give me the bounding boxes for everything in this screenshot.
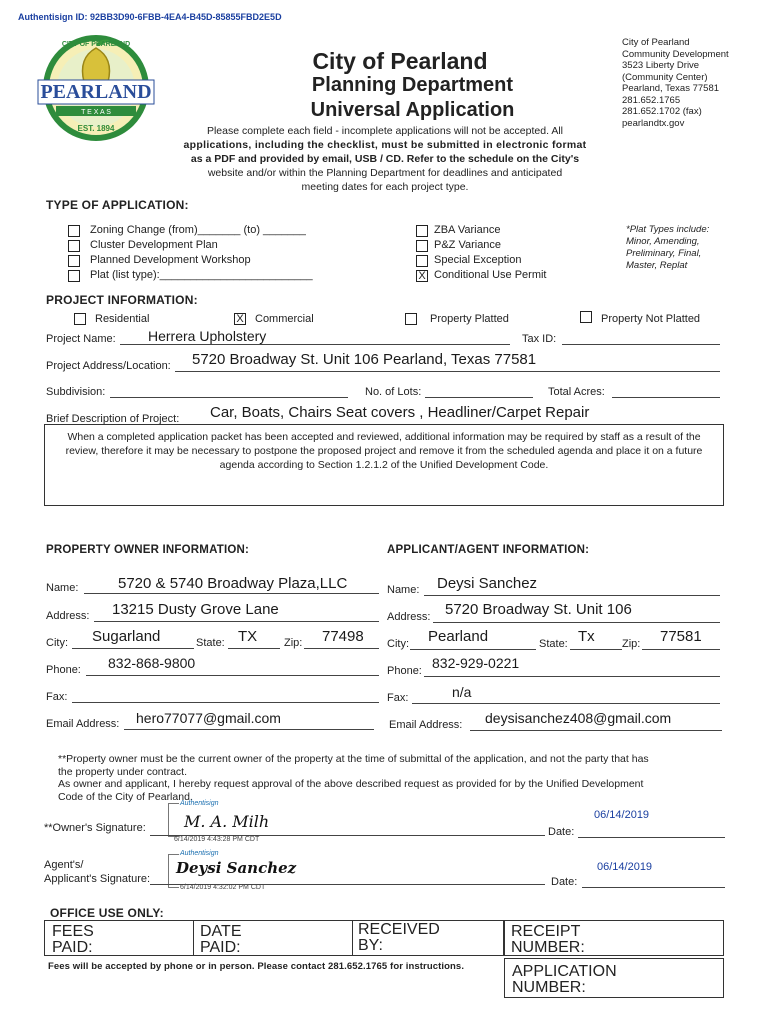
owner-phone-label: Phone:	[46, 664, 81, 676]
owner-phone-field[interactable]: 832-868-9800	[108, 655, 196, 671]
special-exception-checkbox[interactable]	[416, 255, 428, 267]
agent-zip-field[interactable]: 77581	[660, 628, 702, 645]
description-field[interactable]: Car, Boats, Chairs Seat covers , Headliner/Carpet Repair	[210, 404, 590, 421]
agent-heading: APPLICANT/AGENT INFORMATION:	[387, 544, 590, 556]
project-name-field[interactable]: Herrera Upholstery	[148, 328, 267, 344]
special-exception-label: Special Exception	[434, 254, 522, 266]
agent-state-field[interactable]: Tx	[578, 628, 595, 645]
agent-authentisign-brand: Authentisign	[180, 850, 219, 857]
agent-signature-label: Agent's/ Applicant's Signature:	[44, 859, 151, 885]
owner-signature-stamp: 6/14/2019 4:43:28 PM CDT	[174, 836, 260, 843]
office-use-heading: OFFICE USE ONLY:	[50, 906, 164, 920]
project-heading: PROJECT INFORMATION:	[46, 293, 198, 307]
agent-date-label: Date:	[551, 876, 578, 888]
date-paid-cell: DATE PAID:	[200, 923, 242, 956]
fees-paid-cell: FEES PAID:	[52, 923, 94, 956]
owner-zip-label: Zip:	[284, 637, 303, 649]
application-number-cell: APPLICATION NUMBER:	[512, 963, 617, 996]
residential-checkbox[interactable]	[74, 313, 86, 325]
pearland-logo	[34, 30, 158, 142]
owner-zip-field[interactable]: 77498	[322, 628, 364, 645]
zoning-change-checkbox[interactable]	[68, 225, 80, 237]
agent-address-field[interactable]: 5720 Broadway St. Unit 106	[445, 601, 632, 618]
agent-phone-label: Phone:	[387, 665, 422, 677]
tax-id-field[interactable]	[562, 344, 720, 345]
description-label: Brief Description of Project:	[46, 413, 180, 425]
agent-signature-field[interactable]: Deysi Sanchez	[176, 859, 297, 877]
conditional-use-checkbox[interactable]: X	[416, 270, 428, 282]
owner-authentisign-brand: Authentisign	[180, 800, 219, 807]
fees-note: Fees will be accepted by phone or in person. Please contact 281.652.1765 for instructions.	[48, 961, 465, 972]
logo-state: T E X A S	[81, 109, 111, 116]
platted-checkbox[interactable]	[405, 313, 417, 325]
owner-email-label: Email Address:	[46, 718, 120, 730]
pd-workshop-checkbox[interactable]	[68, 255, 80, 267]
platted-label: Property Platted	[430, 313, 509, 325]
owner-name-label: Name:	[46, 582, 79, 594]
agent-state-label: State:	[539, 638, 568, 650]
agent-address-label: Address:	[387, 611, 431, 623]
commercial-label: Commercial	[255, 313, 314, 325]
commercial-checkbox[interactable]: X	[234, 313, 246, 325]
acres-field[interactable]	[612, 397, 720, 398]
plat-label: Plat (list type):_________________________	[90, 269, 313, 281]
not-platted-checkbox[interactable]	[580, 311, 592, 323]
pz-variance-label: P&Z Variance	[434, 239, 502, 251]
agent-email-field[interactable]: deysisanchez408@gmail.com	[485, 710, 672, 726]
zoning-change-label: Zoning Change (from)_______ (to) _______	[90, 224, 306, 236]
subdivision-field[interactable]	[110, 397, 348, 398]
subdivision-label: Subdivision:	[46, 386, 106, 398]
instructions: Please complete each field - incomplete applications will not be accepted. All applications, including the checklist, must be submitted in electronic format as a PDF and provided by email, USB / CD. Refer to the schedule on the City's website and/or within the Planning Department for deadlines and anticipated meeting dates for each project type.	[183, 125, 587, 193]
owner-state-label: State:	[196, 637, 225, 649]
dept-title: Planning Department	[311, 74, 514, 96]
agent-fax-label: Fax:	[387, 692, 409, 704]
agent-city-field[interactable]: Pearland	[428, 628, 489, 645]
project-address-label: Project Address/Location:	[46, 360, 171, 372]
not-platted-label: Property Not Platted	[601, 313, 701, 325]
logo-name: PEARLAND	[40, 81, 152, 103]
form-title: Universal Application	[310, 99, 515, 121]
residential-label: Residential	[95, 313, 150, 325]
plat-types-note: *Plat Types include: Minor, Amending, Preliminary, Final, Master, Replat	[626, 224, 710, 271]
plat-checkbox[interactable]	[68, 270, 80, 282]
owner-name-field[interactable]: 5720 & 5740 Broadway Plaza,LLC	[118, 575, 348, 592]
page-title: City of Pearland	[312, 48, 488, 74]
agent-city-label: City:	[387, 638, 409, 650]
lots-field[interactable]	[425, 397, 533, 398]
agent-signature-stamp: 6/14/2019 4:32:02 PM CDT	[180, 884, 266, 891]
pd-workshop-label: Planned Development Workshop	[90, 254, 251, 266]
owner-address-field[interactable]: 13215 Dusty Grove Lane	[112, 601, 279, 618]
agent-date-field[interactable]: 06/14/2019	[597, 861, 653, 873]
logo-ring-text: CITY OF PEARLAND	[61, 41, 131, 48]
agent-phone-field[interactable]: 832-929-0221	[432, 655, 520, 671]
review-notice: When a completed application packet has been accepted and reviewed, additional information may be required by staff as a result of the review, therefore it may be necessary to postpone the proposed project and remove it from the scheduled agenda and place it on a future agenda according to Section 1.2.1.2 of the Unified Development Code.	[44, 424, 724, 506]
owner-heading: PROPERTY OWNER INFORMATION:	[46, 544, 250, 556]
city-address: City of Pearland Community Development 3523 Liberty Drive (Community Center) Pearland, Texas 77581 281.652.1765 281.652.1702 (fax) pearlandtx.gov	[622, 37, 729, 129]
cluster-dev-label: Cluster Development Plan	[90, 239, 218, 251]
owner-email-field[interactable]: hero77077@gmail.com	[136, 710, 281, 726]
zba-variance-checkbox[interactable]	[416, 225, 428, 237]
agent-name-field[interactable]: Deysi Sanchez	[437, 575, 538, 592]
agent-fax-field[interactable]: n/a	[452, 684, 472, 700]
receipt-number-cell: RECEIPT NUMBER:	[511, 923, 585, 956]
acres-label: Total Acres:	[548, 386, 605, 398]
project-name-label: Project Name:	[46, 333, 116, 345]
owner-date-label: Date:	[548, 826, 575, 838]
received-by-cell: RECEIVED BY:	[358, 921, 440, 954]
owner-state-field[interactable]: TX	[238, 628, 258, 645]
agent-email-label: Email Address:	[389, 719, 463, 731]
envelope-id: Authentisign ID: 92BB3D90-6FBB-4EA4-B45D-85855FBD2E5D	[18, 12, 282, 22]
owner-signature-field[interactable]: M. A. Milh	[184, 812, 270, 831]
owner-fax-label: Fax:	[46, 691, 68, 703]
project-address-field[interactable]: 5720 Broadway St. Unit 106 Pearland, Texas 77581	[192, 351, 537, 368]
owner-city-label: City:	[46, 637, 68, 649]
owner-date-field[interactable]: 06/14/2019	[594, 809, 650, 821]
lots-label: No. of Lots:	[365, 386, 422, 398]
pz-variance-checkbox[interactable]	[416, 240, 428, 252]
zba-variance-label: ZBA Variance	[434, 224, 501, 236]
owner-address-label: Address:	[46, 610, 90, 622]
type-heading: TYPE OF APPLICATION:	[46, 198, 189, 212]
owner-statement: **Property owner must be the current owner of the property at the time of submittal of the application, and not the party that has the property under contract. As owner and applicant, I hereby request approval of the above described request as provided for by the Unified Development Code of the City of Pearland.	[58, 753, 649, 803]
owner-signature-label: **Owner's Signature:	[44, 822, 146, 834]
agent-zip-label: Zip:	[622, 638, 641, 650]
agent-name-label: Name:	[387, 584, 420, 596]
cluster-dev-checkbox[interactable]	[68, 240, 80, 252]
logo-est: EST. 1894	[77, 124, 115, 133]
tax-id-label: Tax ID:	[522, 333, 557, 345]
conditional-use-label: Conditional Use Permit	[434, 269, 547, 281]
owner-city-field[interactable]: Sugarland	[92, 628, 161, 645]
